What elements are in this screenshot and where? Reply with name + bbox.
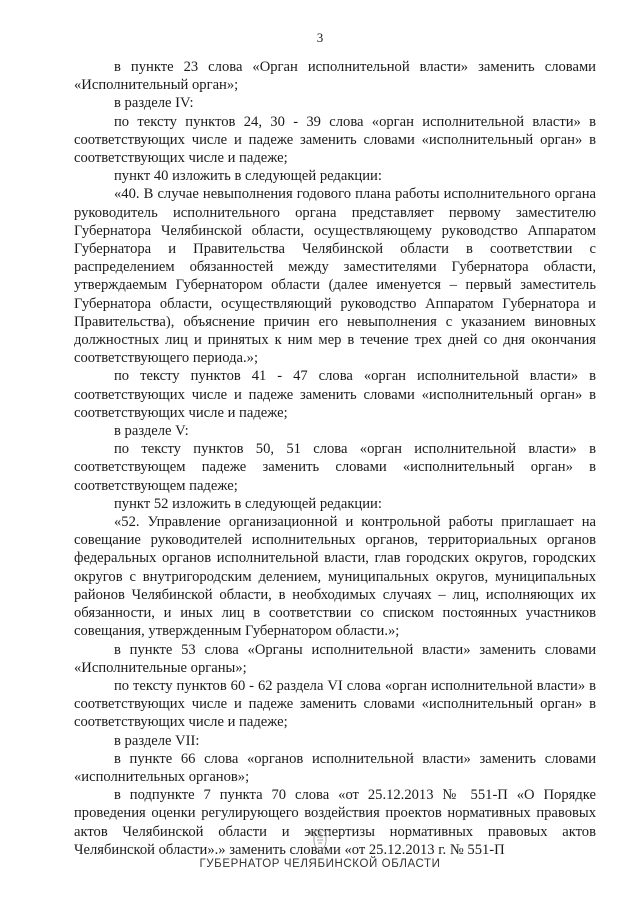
footer-title: ГУБЕРНАТОР ЧЕЛЯБИНСКОЙ ОБЛАСТИ bbox=[199, 858, 441, 870]
paragraph-2: в разделе IV: bbox=[114, 95, 194, 112]
paragraph-6: по тексту пунктов 41 - 47 слова «орган исполнительной власти» в соответствующих числе и падеже заменить словами «исполнительный орган» в соответствующих числе и падеже; bbox=[74, 368, 596, 421]
paragraph-1: в пункте 23 слова «Орган исполнительной власти» заменить словами «Исполнительный орган»; bbox=[74, 59, 596, 94]
paragraph-14: в пункте 66 слова «органов исполнительной власти» заменить словами «исполнительных органов»; bbox=[74, 750, 596, 785]
paragraph-10: «52. Управление организационной и контрольной работы приглашает на совещание руководителей исполнительных органов, территориальных органов федеральных органов исполнительной власти, глав городских округов, городских округов с внутригородским делением, муниципальных округов, муниципальных районов Челябинской области, в необходимых случаях – лиц, исполняющих их обязанности, и иных лиц в соответствии со списком постоянных участников совещания, утвержденным Губернатором области.»; bbox=[74, 514, 596, 640]
paragraph-8: по тексту пунктов 50, 51 слова «орган исполнительной власти» в соответствующем падеже заменить словами «исполнительный орган» в соответствующем падеже; bbox=[74, 441, 596, 494]
document-body bbox=[74, 58, 596, 859]
page-number: 3 bbox=[316, 30, 324, 45]
paragraph-4: пункт 40 изложить в следующей редакции: bbox=[114, 168, 382, 185]
paragraph-12: по тексту пунктов 60 - 62 раздела VI слова «орган исполнительной власти» в соответствующих числе и падеже заменить словами «исполнительный орган» в соответствующих числе и падеже; bbox=[74, 677, 596, 731]
paragraph-15: в подпункте 7 пункта 70 слова «от 25.12.2013 № 551-П «О Порядке проведения оценки регулирующего воздействия проектов нормативных правовых актов Челябинской области и экспертизы нормативных правовых актов Челябинской области».» заменить словами «от 25.12.2013 г. № 551-П bbox=[74, 787, 596, 858]
paragraph-5: «40. В случае невыполнения годового плана работы исполнительного органа руководитель исполнительного органа представляет первому заместителю Губернатора Челябинской области, осуществляющему руководство Аппаратом Губернатора и Правительства Челябинской области в соответствии с распределением обязанностей между заместителями Губернатора области, утверждаемым Губернатором области (далее именуется – первый заместитель Губернатора области, осуществляющий руководство Аппаратом Губернатора и Правительства), объяснение причин его невыполнения с указанием виновных должностных лиц и принятых к ним мер в течение трех дней со дня окончания соответствующего периода.»; bbox=[74, 186, 596, 367]
paragraph-11: в пункте 53 слова «Органы исполнительной власти» заменить словами «Исполнительные органы»; bbox=[74, 641, 596, 676]
coat-of-arms-icon bbox=[306, 826, 334, 854]
paragraph-13: в разделе VII: bbox=[114, 732, 200, 749]
paragraph-9: пункт 52 изложить в следующей редакции: bbox=[114, 495, 382, 512]
paragraph-7: в разделе V: bbox=[114, 423, 189, 440]
paragraph-3: по тексту пунктов 24, 30 - 39 слова «орган исполнительной власти» в соответствующих числе и падеже заменить словами «исполнительный орган» в соответствующих числе и падеже; bbox=[74, 113, 596, 167]
